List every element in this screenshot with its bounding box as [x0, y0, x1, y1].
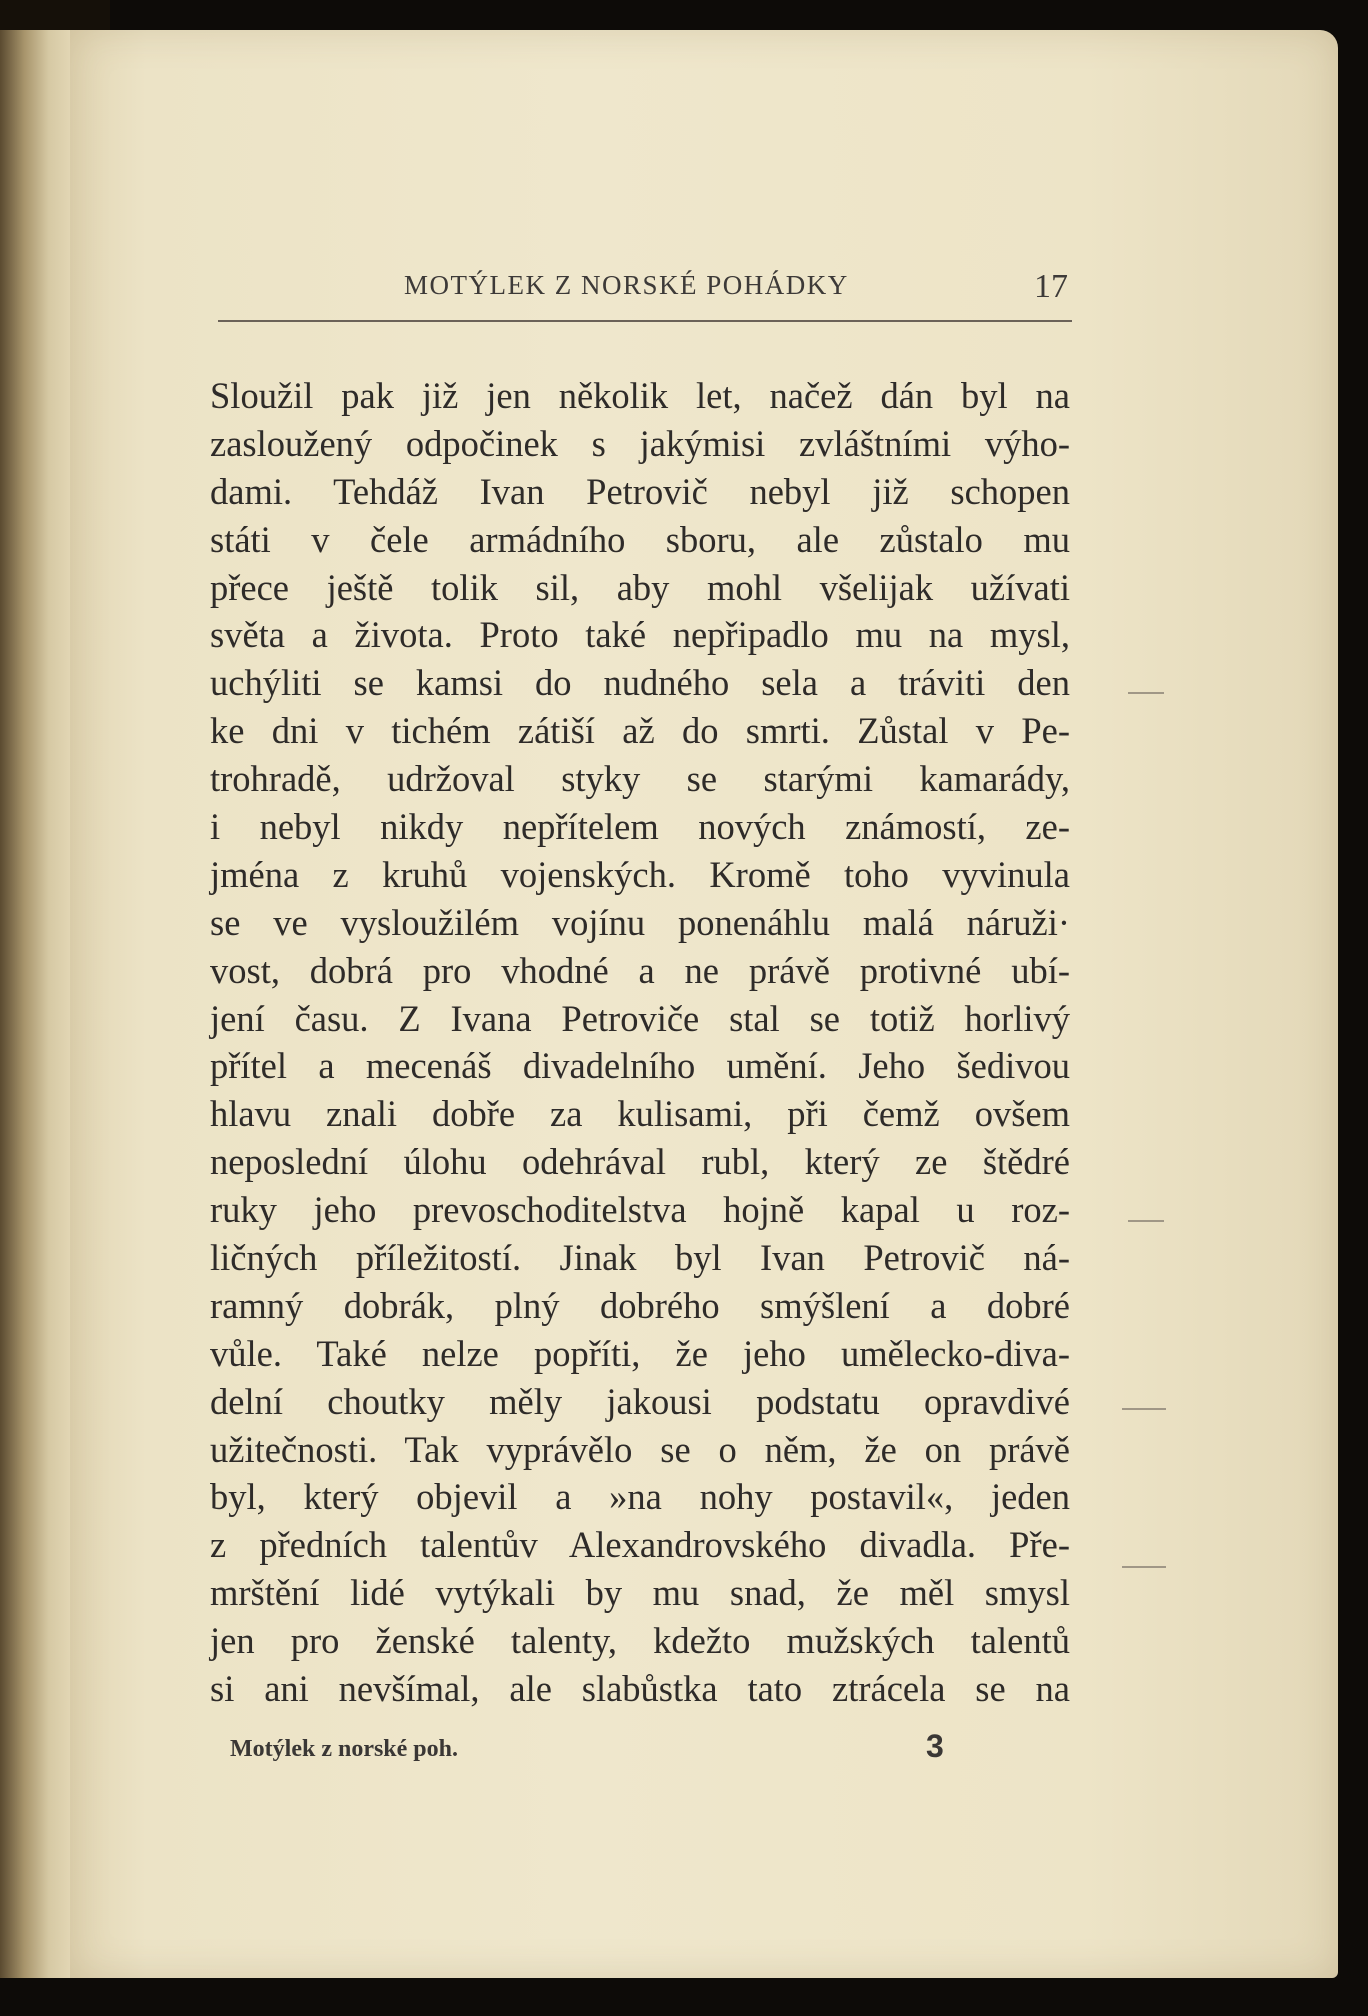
page-edge-dark	[0, 0, 110, 30]
text-line: trohradě, udržoval styky se starými kamarády,	[210, 758, 1070, 800]
text-line: neposlední úlohu odehrával rubl, který ze štědré	[210, 1141, 1070, 1183]
text-line: vůle. Také nelze popříti, že jeho umělecko-diva-	[210, 1332, 1070, 1374]
text-line: mrštění lidé vytýkali by mu snad, že měl smysl	[210, 1572, 1070, 1614]
text-line: z předních talentův Alexandrovského divadla. Pře-	[210, 1524, 1070, 1566]
text-line: si ani nevšímal, ale slabůstka tato ztrácela se na	[210, 1668, 1070, 1710]
text-line: delní choutky měly jakousi podstatu opravdivé	[210, 1380, 1070, 1422]
text-line: hlavu znali dobře za kulisami, při čemž ovšem	[210, 1093, 1070, 1135]
margin-mark	[1128, 692, 1164, 694]
text-line: i nebyl nikdy nepřítelem nových známostí, ze-	[210, 806, 1070, 848]
text-line: přece ještě tolik sil, aby mohl všelijak užívati	[210, 566, 1070, 608]
text-line: užitečnosti. Tak vyprávělo se o něm, že on právě	[210, 1428, 1070, 1470]
book-spine	[0, 30, 70, 1978]
text-line: byl, který objevil a »na nohy postavil«, jeden	[210, 1476, 1070, 1518]
text-line: ke dni v tichém zátiší až do smrti. Zůstal v Pe-	[210, 710, 1070, 752]
text-line: jen pro ženské talenty, kdežto mužských talentů	[210, 1620, 1070, 1662]
body-text	[210, 372, 1070, 1713]
text-line: státi v čele armádního sboru, ale zůstalo mu	[210, 518, 1070, 560]
text-line: ruky jeho prevoschoditelstva hojně kapal u roz-	[210, 1189, 1070, 1231]
text-line: Sloužil pak již jen několik let, načež dán byl na	[210, 375, 1070, 416]
text-line: ramný dobrák, plný dobrého smýšlení a dobré	[210, 1284, 1070, 1326]
text-line: jení času. Z Ivana Petroviče stal se totiž horlivý	[210, 997, 1070, 1039]
running-header	[218, 262, 1072, 322]
margin-mark	[1122, 1566, 1166, 1568]
text-line: světa a života. Proto také nepřipadlo mu na mysl,	[210, 614, 1070, 656]
text-line: zasloužený odpočinek s jakýmisi zvláštními výho-	[210, 422, 1070, 464]
text-line: uchýliti se kamsi do nudného sela a tráviti den	[210, 662, 1070, 704]
running-title: MOTÝLEK Z NORSKÉ POHÁDKY	[404, 270, 849, 300]
signature-number: 3	[926, 1728, 944, 1764]
text-line: přítel a mecenáš divadelního umění. Jeho šedivou	[210, 1045, 1070, 1087]
page-number: 17	[1034, 268, 1068, 305]
signature-mark: Motýlek z norské poh.	[230, 1736, 458, 1762]
text-line: se ve vysloužilém vojínu ponenáhlu malá náruži·	[210, 901, 1070, 943]
text-line: dami. Tehdáž Ivan Petrovič nebyl již schopen	[210, 470, 1070, 512]
text-line: vost, dobrá pro vhodné a ne právě protivné ubí-	[210, 949, 1070, 991]
text-line: jména z kruhů vojenských. Kromě toho vyvinula	[210, 853, 1070, 895]
margin-mark	[1128, 1220, 1164, 1222]
margin-mark	[1122, 1408, 1166, 1410]
text-line: ličných příležitostí. Jinak byl Ivan Petrovič ná-	[210, 1237, 1070, 1279]
